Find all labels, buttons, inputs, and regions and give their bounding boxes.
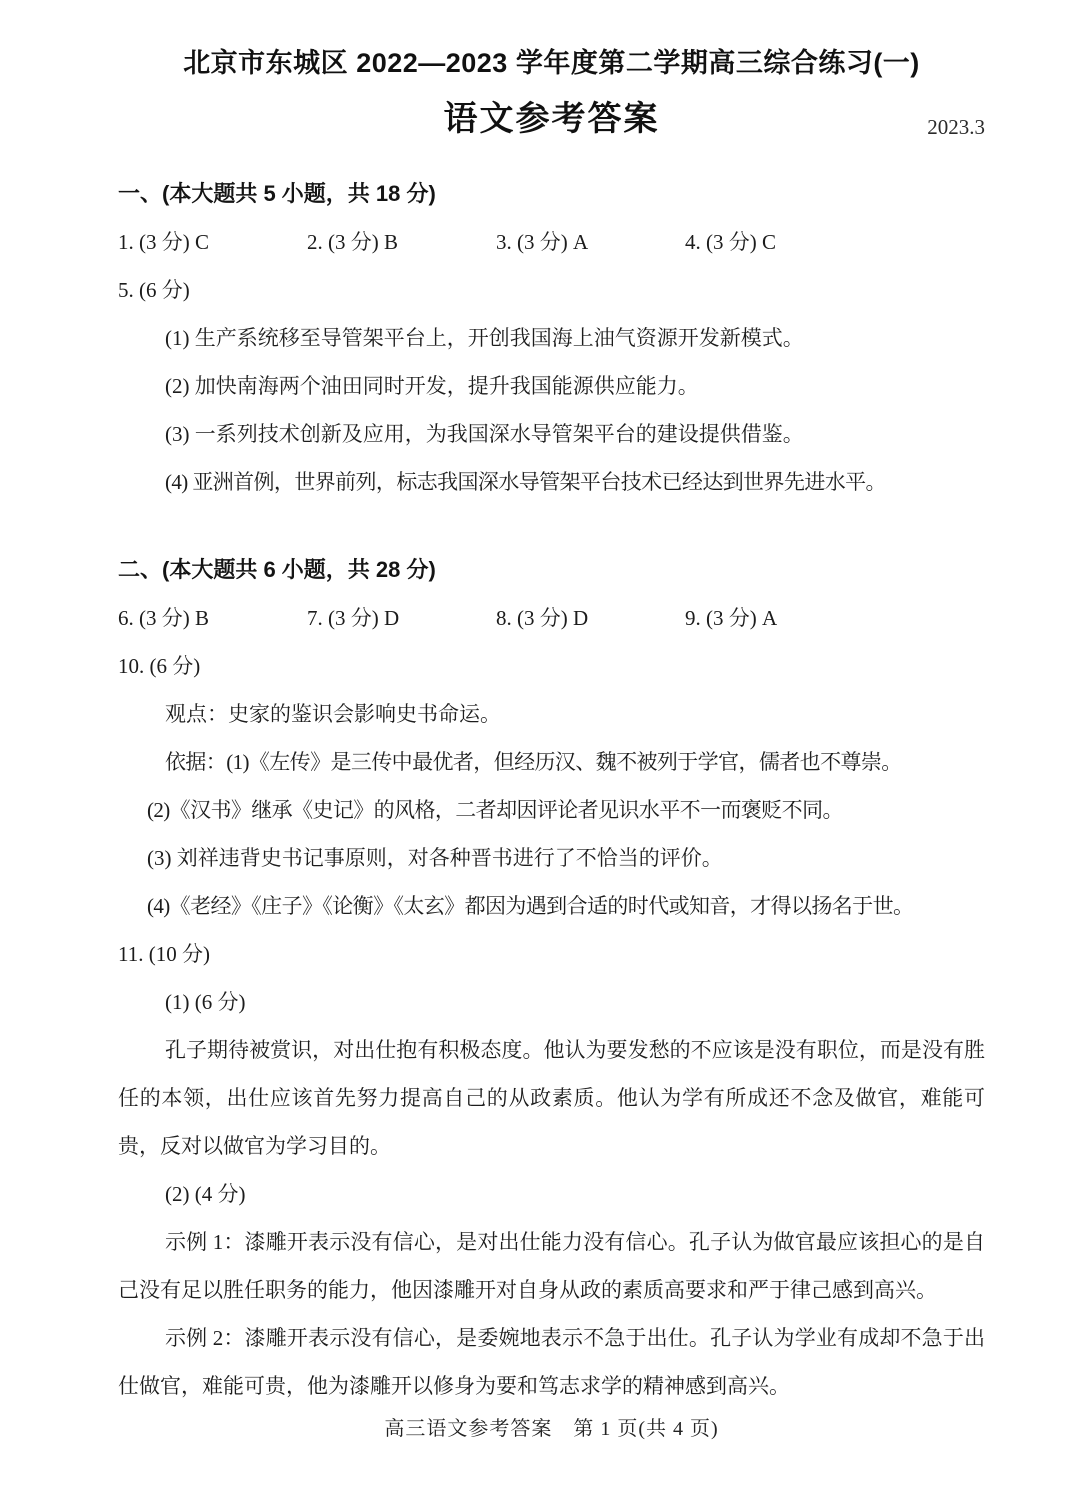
exam-title: 北京市东城区 2022—2023 学年度第二学期高三综合练习(一)	[183, 48, 920, 78]
answers-row-2	[118, 594, 985, 642]
q11-part2-example-1: 示例 1：漆雕开表示没有信心，是对出仕能力没有信心。孔子认为做官最应该担心的是自己没有足以胜任职务的能力，他因漆雕开对自身从政的素质高要求和严于律己感到高兴。	[118, 1230, 985, 1302]
section-one-heading: 一、(本大题共 5 小题，共 18 分)	[118, 181, 436, 206]
q10-basis-2: (2)《汉书》继承《史记》的风格，二者却因评论者见识水平不一而褒贬不同。	[147, 798, 843, 822]
answer-q3: 3. (3 分) A	[496, 230, 589, 254]
section-two-heading: 二、(本大题共 6 小题，共 28 分)	[118, 557, 436, 582]
q5-point-1: (1) 生产系统移至导管架平台上，开创我国海上油气资源开发新模式。	[165, 326, 804, 350]
answer-q4: 4. (3 分) C	[685, 230, 776, 254]
page-title: 语文参考答案	[443, 100, 660, 138]
q10-viewpoint: 观点：史家的鉴识会影响史书命运。	[165, 702, 501, 726]
page-footer: 高三语文参考答案 第 1 页(共 4 页)	[384, 1418, 719, 1440]
answers-row-1	[118, 218, 985, 266]
q11-part1-answer: 孔子期待被赏识，对出仕抱有积极态度。他认为要发愁的不应该是没有职位，而是没有胜任的本领，出仕应该首先努力提高自己的从政素质。他认为学有所成还不念及做官，难能可贵，反对以做官为学习目的。	[118, 1038, 985, 1158]
q11-part1-label: (1) (6 分)	[165, 990, 246, 1014]
answer-q6: 6. (3 分) B	[118, 606, 209, 630]
question-5-label: 5. (6 分)	[118, 278, 190, 302]
q5-point-3: (3) 一系列技术创新及应用，为我国深水导管架平台的建设提供借鉴。	[165, 422, 804, 446]
answer-q2: 2. (3 分) B	[307, 230, 398, 254]
q11-part2-label: (2) (4 分)	[165, 1182, 246, 1206]
answer-q1: 1. (3 分) C	[118, 230, 209, 254]
answer-q9: 9. (3 分) A	[685, 606, 778, 630]
q5-point-4: (4) 亚洲首例，世界前列，标志我国深水导管架平台技术已经达到世界先进水平。	[165, 470, 886, 494]
q11-part2-example-2: 示例 2：漆雕开表示没有信心，是委婉地表示不急于出仕。孔子认为学业有成却不急于出仕做官，难能可贵，他为漆雕开以修身为要和笃志求学的精神感到高兴。	[118, 1326, 985, 1398]
q10-basis-3: (3) 刘祥违背史书记事原则，对各种晋书进行了不恰当的评价。	[147, 846, 723, 870]
q5-point-2: (2) 加快南海两个油田同时开发，提升我国能源供应能力。	[165, 374, 699, 398]
subtitle-row	[118, 92, 985, 146]
question-11-label: 11. (10 分)	[118, 942, 210, 966]
answer-q8: 8. (3 分) D	[496, 606, 589, 630]
q10-basis-1: 依据：(1)《左传》是三传中最优者，但经历汉、魏不被列于学官，儒者也不尊崇。	[165, 750, 902, 774]
exam-date: 2023.3	[927, 115, 985, 139]
answer-q7: 7. (3 分) D	[307, 606, 400, 630]
question-10-label: 10. (6 分)	[118, 654, 201, 678]
q10-basis-4: (4)《老经》《庄子》《论衡》《太玄》都因为遇到合适的时代或知音，才得以扬名于世。	[147, 894, 914, 918]
